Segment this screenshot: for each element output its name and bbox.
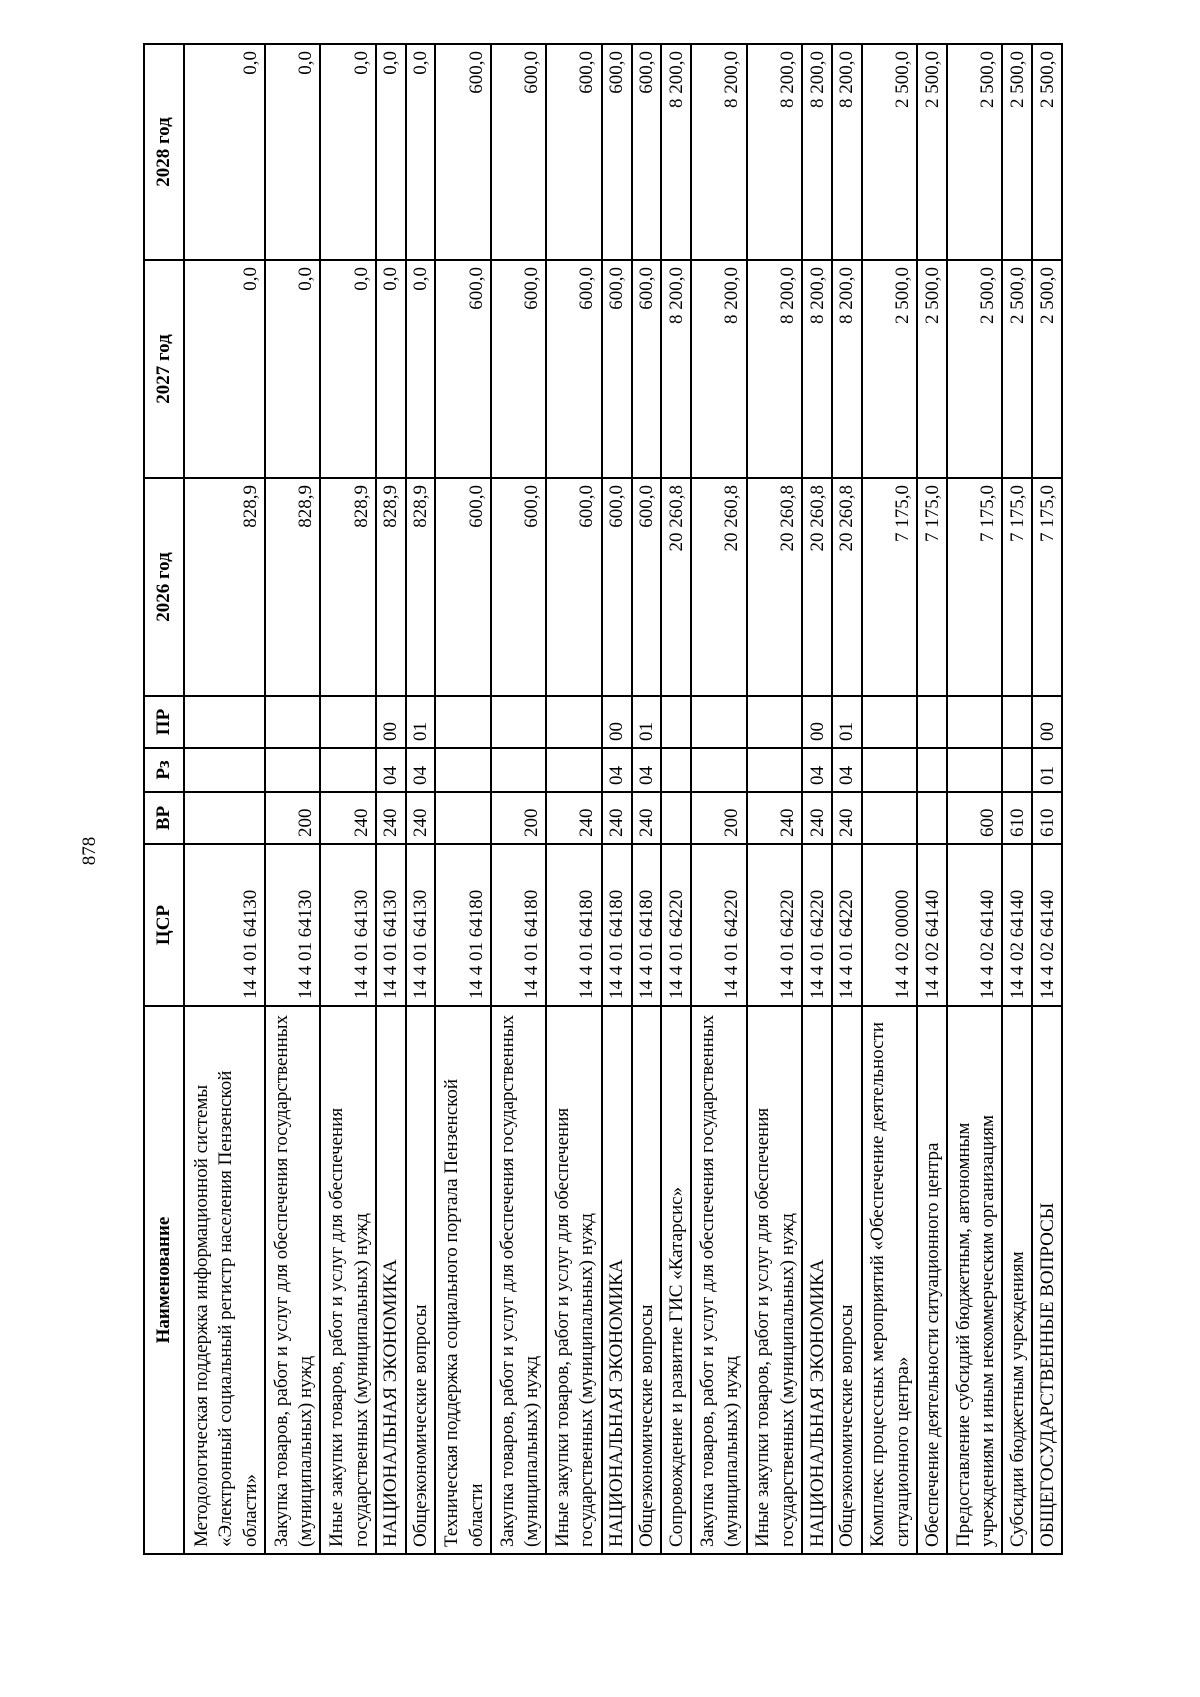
cell-2028: 600,0 — [491, 44, 546, 260]
cell-2026: 600,0 — [546, 478, 601, 696]
cell-rz — [917, 748, 947, 792]
table-row — [802, 44, 832, 1554]
cell-2027: 8 200,0 — [802, 260, 832, 478]
cell-name: Иные закупки товаров, работ и услуг для обеспечения государственных (муниципальных) нужд — [747, 1006, 802, 1554]
cell-2028: 8 200,0 — [661, 44, 691, 260]
page-number: 878 — [79, 836, 100, 866]
cell-name: Обеспечение деятельности ситуационного центра — [917, 1006, 947, 1554]
cell-2027: 8 200,0 — [747, 260, 802, 478]
cell-2027: 0,0 — [406, 260, 436, 478]
cell-rz — [1002, 748, 1032, 792]
cell-name: Закупка товаров, работ и услуг для обеспечения государственных (муниципальных) нужд — [265, 1006, 320, 1554]
cell-rz — [947, 748, 1002, 792]
cell-csr: 14 4 01 64130 — [320, 844, 375, 1006]
cell-name: Общеэкономические вопросы — [832, 1006, 862, 1554]
rotated-table-frame — [143, 45, 1063, 1555]
cell-vr: 200 — [691, 792, 746, 844]
cell-2026: 600,0 — [435, 478, 490, 696]
cell-2028: 600,0 — [602, 44, 632, 260]
cell-name: Сопровождение и развитие ГИС «Катарсис» — [661, 1006, 691, 1554]
cell-csr: 14 4 01 64220 — [691, 844, 746, 1006]
cell-2026: 7 175,0 — [862, 478, 917, 696]
cell-2026: 7 175,0 — [1032, 478, 1062, 696]
cell-2027: 0,0 — [184, 260, 265, 478]
cell-rz: 04 — [406, 748, 436, 792]
cell-name: Комплекс процессных мероприятий «Обеспечение деятельности ситуационного центра» — [862, 1006, 917, 1554]
cell-vr: 610 — [1032, 792, 1062, 844]
cell-rz: 04 — [832, 748, 862, 792]
cell-2028: 8 200,0 — [691, 44, 746, 260]
cell-2026: 828,9 — [320, 478, 375, 696]
table-row — [320, 44, 375, 1554]
cell-vr: 600 — [947, 792, 1002, 844]
cell-vr: 240 — [602, 792, 632, 844]
cell-2028: 0,0 — [406, 44, 436, 260]
cell-pr — [947, 696, 1002, 748]
cell-name: Техническая поддержка социального портала Пензенской области — [435, 1006, 490, 1554]
table-row — [747, 44, 802, 1554]
cell-pr — [661, 696, 691, 748]
table-row — [602, 44, 632, 1554]
cell-vr — [661, 792, 691, 844]
cell-2026: 828,9 — [406, 478, 436, 696]
cell-2027: 0,0 — [265, 260, 320, 478]
cell-name: Предоставление субсидий бюджетным, автономным учреждениям и иным некоммерческим организациям — [947, 1006, 1002, 1554]
cell-2026: 20 260,8 — [747, 478, 802, 696]
header-csr: ЦСР — [144, 844, 184, 1006]
cell-2027: 600,0 — [546, 260, 601, 478]
header-2026: 2026 год — [144, 478, 184, 696]
cell-csr: 14 4 01 64180 — [546, 844, 601, 1006]
cell-pr: 00 — [1032, 696, 1062, 748]
cell-2028: 600,0 — [632, 44, 662, 260]
cell-2028: 8 200,0 — [747, 44, 802, 260]
cell-vr: 240 — [320, 792, 375, 844]
cell-csr: 14 4 01 64220 — [661, 844, 691, 1006]
table-header-row — [144, 44, 184, 1554]
cell-2028: 2 500,0 — [1032, 44, 1062, 260]
cell-name: Общеэкономические вопросы — [632, 1006, 662, 1554]
cell-pr: 01 — [632, 696, 662, 748]
cell-vr — [917, 792, 947, 844]
cell-name: Закупка товаров, работ и услуг для обеспечения государственных (муниципальных) нужд — [491, 1006, 546, 1554]
table-row — [435, 44, 490, 1554]
cell-name: НАЦИОНАЛЬНАЯ ЭКОНОМИКА — [802, 1006, 832, 1554]
cell-2027: 600,0 — [602, 260, 632, 478]
cell-pr — [1002, 696, 1032, 748]
cell-rz — [691, 748, 746, 792]
cell-2027: 2 500,0 — [947, 260, 1002, 478]
header-2027: 2027 год — [144, 260, 184, 478]
cell-2028: 2 500,0 — [917, 44, 947, 260]
cell-2027: 2 500,0 — [862, 260, 917, 478]
cell-2027: 8 200,0 — [832, 260, 862, 478]
cell-rz — [320, 748, 375, 792]
cell-vr: 200 — [491, 792, 546, 844]
cell-vr: 240 — [406, 792, 436, 844]
cell-rz — [491, 748, 546, 792]
cell-pr: 00 — [602, 696, 632, 748]
cell-vr: 240 — [747, 792, 802, 844]
cell-name: Иные закупки товаров, работ и услуг для обеспечения государственных (муниципальных) нужд — [320, 1006, 375, 1554]
cell-2026: 828,9 — [376, 478, 406, 696]
table-row — [546, 44, 601, 1554]
cell-2026: 828,9 — [184, 478, 265, 696]
cell-name: ОБЩЕГОСУДАРСТВЕННЫЕ ВОПРОСЫ — [1032, 1006, 1062, 1554]
cell-rz: 01 — [1032, 748, 1062, 792]
header-pr: ПР — [144, 696, 184, 748]
cell-name: Закупка товаров, работ и услуг для обеспечения государственных (муниципальных) нужд — [691, 1006, 746, 1554]
table-row — [947, 44, 1002, 1554]
cell-pr: 00 — [802, 696, 832, 748]
cell-2028: 0,0 — [376, 44, 406, 260]
cell-2028: 0,0 — [265, 44, 320, 260]
cell-pr — [435, 696, 490, 748]
budget-table-container — [143, 45, 1063, 1555]
cell-2027: 600,0 — [632, 260, 662, 478]
cell-2026: 20 260,8 — [802, 478, 832, 696]
cell-csr: 14 4 01 64130 — [265, 844, 320, 1006]
cell-name: Иные закупки товаров, работ и услуг для обеспечения государственных (муниципальных) нужд — [546, 1006, 601, 1554]
cell-csr: 14 4 01 64220 — [747, 844, 802, 1006]
cell-2028: 0,0 — [184, 44, 265, 260]
table-row — [832, 44, 862, 1554]
table-row — [917, 44, 947, 1554]
cell-vr: 240 — [632, 792, 662, 844]
cell-csr: 14 4 02 00000 — [862, 844, 917, 1006]
cell-csr: 14 4 01 64180 — [632, 844, 662, 1006]
cell-2027: 2 500,0 — [917, 260, 947, 478]
cell-rz — [265, 748, 320, 792]
cell-2027: 0,0 — [320, 260, 375, 478]
header-name: Наименование — [144, 1006, 184, 1554]
cell-vr: 240 — [546, 792, 601, 844]
cell-rz — [184, 748, 265, 792]
table-row — [661, 44, 691, 1554]
cell-pr — [265, 696, 320, 748]
cell-name: Субсидии бюджетным учреждениям — [1002, 1006, 1032, 1554]
cell-2026: 20 260,8 — [691, 478, 746, 696]
cell-pr — [862, 696, 917, 748]
table-row — [184, 44, 265, 1554]
table-row — [406, 44, 436, 1554]
table-row — [491, 44, 546, 1554]
cell-name: НАЦИОНАЛЬНАЯ ЭКОНОМИКА — [602, 1006, 632, 1554]
cell-pr — [747, 696, 802, 748]
cell-2027: 2 500,0 — [1002, 260, 1032, 478]
table-row — [265, 44, 320, 1554]
cell-pr — [917, 696, 947, 748]
cell-2026: 7 175,0 — [917, 478, 947, 696]
cell-2026: 600,0 — [632, 478, 662, 696]
cell-csr: 14 4 01 64130 — [376, 844, 406, 1006]
cell-2026: 828,9 — [265, 478, 320, 696]
table-body — [184, 44, 1062, 1554]
cell-rz — [661, 748, 691, 792]
cell-2027: 8 200,0 — [691, 260, 746, 478]
cell-2028: 2 500,0 — [1002, 44, 1032, 260]
table-row — [1002, 44, 1032, 1554]
cell-rz: 04 — [632, 748, 662, 792]
cell-2028: 0,0 — [320, 44, 375, 260]
cell-csr: 14 4 01 64220 — [802, 844, 832, 1006]
cell-vr — [862, 792, 917, 844]
cell-2026: 7 175,0 — [1002, 478, 1032, 696]
cell-rz — [435, 748, 490, 792]
cell-rz — [546, 748, 601, 792]
table-row — [376, 44, 406, 1554]
cell-pr: 00 — [376, 696, 406, 748]
budget-table — [143, 43, 1063, 1555]
cell-pr — [546, 696, 601, 748]
cell-pr: 01 — [406, 696, 436, 748]
cell-pr — [184, 696, 265, 748]
cell-csr: 14 4 02 64140 — [947, 844, 1002, 1006]
cell-rz — [747, 748, 802, 792]
cell-vr: 240 — [376, 792, 406, 844]
cell-2028: 2 500,0 — [947, 44, 1002, 260]
cell-pr — [320, 696, 375, 748]
cell-csr: 14 4 01 64130 — [406, 844, 436, 1006]
cell-vr: 240 — [832, 792, 862, 844]
cell-2027: 0,0 — [376, 260, 406, 478]
cell-2028: 8 200,0 — [802, 44, 832, 260]
cell-csr: 14 4 02 64140 — [1002, 844, 1032, 1006]
cell-pr: 01 — [832, 696, 862, 748]
table-row — [691, 44, 746, 1554]
cell-vr — [184, 792, 265, 844]
cell-vr — [435, 792, 490, 844]
cell-csr: 14 4 01 64180 — [491, 844, 546, 1006]
table-row — [1032, 44, 1062, 1554]
cell-name: Методологическая поддержка информационной системы «Электронный социальный регистр населения Пензенской области» — [184, 1006, 265, 1554]
cell-name: Общеэкономические вопросы — [406, 1006, 436, 1554]
cell-pr — [491, 696, 546, 748]
cell-rz: 04 — [602, 748, 632, 792]
cell-csr: 14 4 01 64180 — [435, 844, 490, 1006]
cell-2028: 8 200,0 — [832, 44, 862, 260]
cell-csr: 14 4 02 64140 — [1032, 844, 1062, 1006]
cell-vr: 240 — [802, 792, 832, 844]
cell-2026: 600,0 — [491, 478, 546, 696]
cell-2027: 2 500,0 — [1032, 260, 1062, 478]
cell-2028: 600,0 — [546, 44, 601, 260]
header-vr: ВР — [144, 792, 184, 844]
cell-2028: 600,0 — [435, 44, 490, 260]
cell-2026: 600,0 — [602, 478, 632, 696]
cell-rz: 04 — [802, 748, 832, 792]
header-rz: Рз — [144, 748, 184, 792]
cell-pr — [691, 696, 746, 748]
cell-vr: 200 — [265, 792, 320, 844]
table-row — [862, 44, 917, 1554]
cell-2027: 8 200,0 — [661, 260, 691, 478]
cell-2027: 600,0 — [491, 260, 546, 478]
cell-2027: 600,0 — [435, 260, 490, 478]
cell-2026: 20 260,8 — [661, 478, 691, 696]
table-row — [632, 44, 662, 1554]
cell-csr: 14 4 01 64220 — [832, 844, 862, 1006]
cell-rz — [862, 748, 917, 792]
cell-csr: 14 4 02 64140 — [917, 844, 947, 1006]
cell-name: НАЦИОНАЛЬНАЯ ЭКОНОМИКА — [376, 1006, 406, 1554]
cell-2028: 2 500,0 — [862, 44, 917, 260]
cell-2026: 20 260,8 — [832, 478, 862, 696]
cell-2026: 7 175,0 — [947, 478, 1002, 696]
cell-rz: 04 — [376, 748, 406, 792]
cell-csr: 14 4 01 64130 — [184, 844, 265, 1006]
cell-csr: 14 4 01 64180 — [602, 844, 632, 1006]
header-2028: 2028 год — [144, 44, 184, 260]
cell-vr: 610 — [1002, 792, 1032, 844]
